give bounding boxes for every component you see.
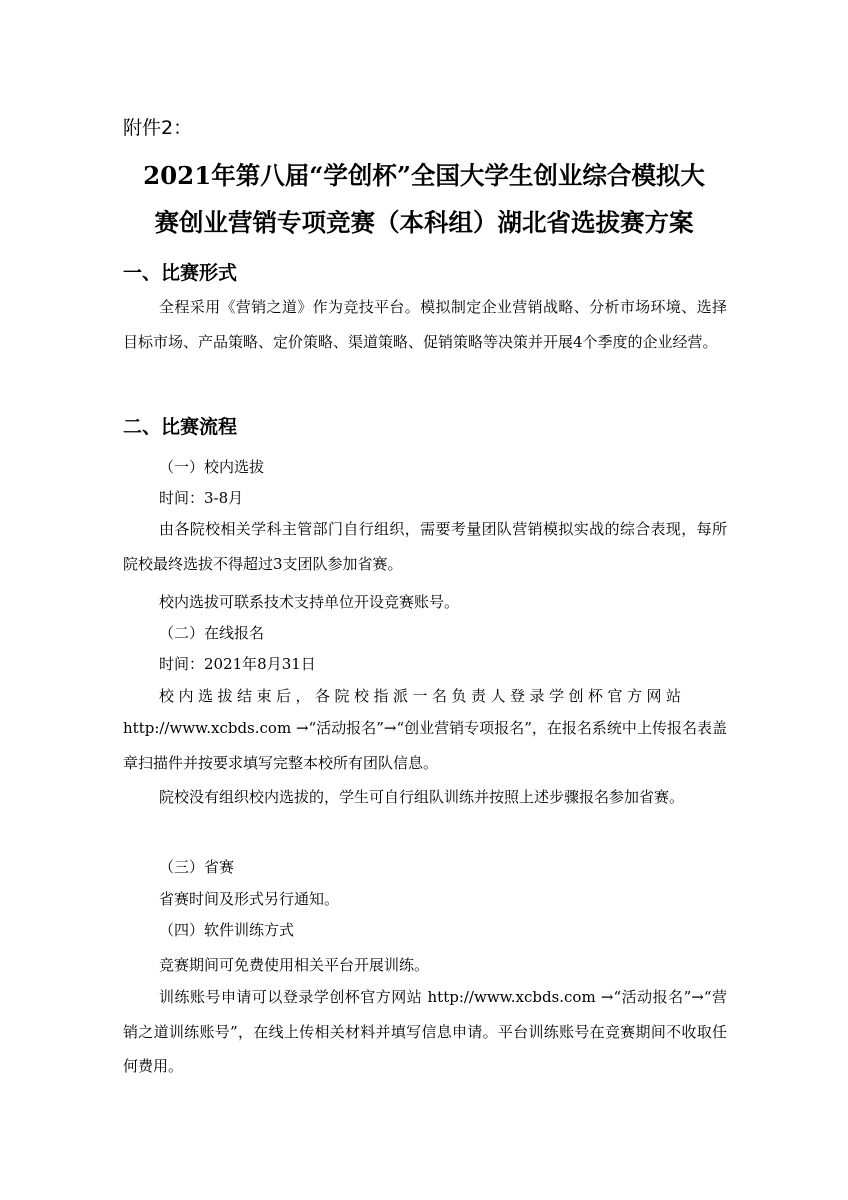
title-line-1: 2021年第八届“学创杯”全国大学生创业综合模拟大: [143, 161, 705, 190]
sub1-para2: 校内选拔可联系技术支持单位开设竞赛账号。: [159, 593, 460, 611]
sub2-para1-line1: 校内选拔结束后，各院校指派一名负责人登录学创杯官方网站: [159, 687, 686, 705]
attachment-label: 附件2：: [123, 117, 193, 139]
sub1-time: 时间：3-8月: [159, 489, 244, 507]
section1-heading: 一、比赛形式: [123, 262, 238, 284]
sub1-label: （一）校内选拔: [159, 458, 265, 476]
sub2-time: 时间：2021年8月31日: [159, 655, 316, 673]
section2-heading: 二、比赛流程: [123, 416, 238, 438]
sub4-para: 训练账号申请可以登录学创杯官方网站 http://www.xcbds.com →“活动报名”→“营销之道训练账号”，在线上传相关材料并填写信息申请。平台训练账号在竞赛期间不收取任何费用。: [123, 988, 727, 1075]
sub2-para1-rest: http://www.xcbds.com →“活动报名”→“创业营销专项报名”，在报名系统中上传报名表盖章扫描件并按要求填写完整本校所有团队信息。: [123, 719, 727, 772]
sub3-text: 省赛时间及形式另行通知。: [159, 890, 340, 908]
sub2-para2: 院校没有组织校内选拔的，学生可自行组队训练并按照上述步骤报名参加省赛。: [159, 788, 685, 806]
section1-body: 全程采用《营销之道》作为竞技平台。模拟制定企业营销战略、分析市场环境、选择目标市场、产品策略、定价策略、渠道策略、促销策略等决策并开展4个季度的企业经营。: [123, 298, 727, 351]
sub4-label: （四）软件训练方式: [159, 921, 295, 939]
sub4-text: 竞赛期间可免费使用相关平台开展训练。: [159, 956, 430, 974]
sub3-label: （三）省赛: [159, 858, 235, 876]
sub2-label: （二）在线报名: [159, 624, 265, 642]
document-title: [110, 152, 738, 246]
sub1-para1: 由各院校相关学科主管部门自行组织，需要考量团队营销模拟实战的综合表现，每所院校最终选拔不得超过3支团队参加省赛。: [123, 520, 727, 573]
title-line-2: 赛创业营销专项竞赛（本科组）湖北省选拔赛方案: [154, 208, 694, 237]
